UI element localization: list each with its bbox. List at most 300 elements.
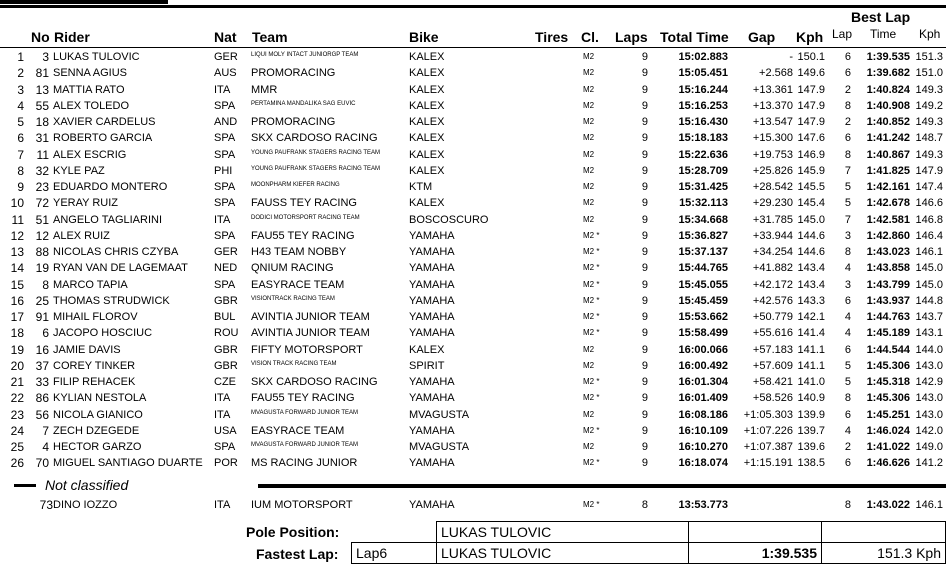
row-best-time: 1:42.581: [866, 213, 910, 226]
row-pos: 21: [10, 375, 24, 389]
rider-header: Rider: [54, 29, 90, 45]
row-rider: XAVIER CARDELUS: [53, 116, 156, 128]
row-total-time: 15:22.636: [678, 148, 728, 161]
row-rider: NICOLAS CHRIS CZYBA: [53, 246, 179, 258]
row-no: 18: [35, 115, 49, 129]
row-total-time: 15:45.055: [678, 278, 728, 291]
row-best-time: 1:44.763: [866, 311, 910, 323]
row-class: M2 *: [583, 295, 600, 305]
row-kph: 145.4: [797, 197, 825, 210]
row-team: MVAGUSTA FORWARD JUNIOR TEAM: [251, 442, 359, 448]
table-row: [0, 49, 946, 65]
row-team: PROMORACING: [251, 116, 336, 128]
row-best-lap: 6: [844, 457, 851, 470]
row-gap: +58.421: [752, 376, 793, 388]
row-kph: 145.5: [797, 181, 825, 193]
row-team: FAUSS TEY RACING: [251, 197, 357, 210]
row-rider: MIHAIL FLOROV: [53, 311, 138, 323]
row-bike: MVAGUSTA: [409, 408, 470, 421]
row-no: 37: [35, 358, 49, 373]
row-best-time: 1:43.858: [866, 262, 910, 275]
table-row: [0, 293, 946, 309]
row-best-time: 1:44.544: [866, 343, 910, 356]
row-team: AVINTIA JUNIOR TEAM: [251, 311, 370, 323]
row-pos: 18: [10, 326, 24, 341]
row-class: M2 *: [583, 328, 600, 338]
kph-header: Kph: [796, 29, 824, 45]
row-team: DODICI MOTORSPORT RACING TEAM: [251, 214, 360, 221]
row-best-time: 1:41.825: [866, 164, 910, 177]
row-best-time: 1:43.799: [866, 278, 910, 291]
table-row: [0, 179, 946, 195]
row-bike: KALEX: [409, 51, 445, 63]
row-pos: 8: [17, 163, 24, 178]
row-nat: ITA: [214, 408, 231, 421]
row-nat: SPA: [214, 132, 236, 145]
row-bike: YAMAHA: [409, 376, 455, 388]
nc-best-lap: 8: [844, 499, 851, 511]
row-class: M2: [583, 198, 595, 208]
row-pos: 24: [10, 423, 24, 438]
row-gap: +50.779: [752, 311, 793, 323]
row-best-lap: 6: [844, 294, 851, 307]
row-no: 88: [35, 245, 49, 259]
row-pos: 11: [11, 212, 24, 227]
row-best-lap: 6: [844, 132, 851, 145]
row-pos: 26: [10, 456, 24, 471]
nat-header: Nat: [214, 29, 237, 45]
row-nat: ITA: [214, 392, 231, 405]
row-best-kph: 147.4: [915, 181, 943, 193]
row-gap: +34.254: [752, 246, 793, 258]
row-rider: HECTOR GARZO: [53, 441, 142, 453]
row-best-lap: 5: [844, 181, 851, 193]
table-row: [0, 114, 946, 130]
row-nat: SPA: [214, 278, 236, 291]
row-best-time: 1:39.682: [866, 67, 910, 80]
row-total-time: 16:01.409: [678, 392, 728, 405]
row-class: M2: [583, 442, 595, 451]
row-kph: 145.0: [797, 213, 825, 226]
row-total-time: 16:10.109: [678, 424, 728, 437]
row-gap: +13.370: [752, 99, 793, 112]
row-kph: 141.0: [797, 376, 825, 388]
row-team: H43 TEAM NOBBY: [251, 246, 347, 258]
row-nat: SPA: [214, 197, 236, 210]
row-laps: 9: [641, 424, 648, 437]
row-kph: 145.9: [797, 164, 825, 177]
row-kph: 139.9: [797, 408, 825, 421]
row-best-lap: 8: [844, 148, 851, 161]
row-pos: 19: [10, 342, 24, 357]
row-best-kph: 143.7: [915, 311, 943, 323]
row-gap: +1:07.226: [743, 424, 793, 437]
row-laps: 9: [641, 213, 648, 226]
row-best-lap: 6: [844, 51, 851, 63]
row-no: 4: [42, 440, 49, 454]
row-class: M2 *: [583, 230, 600, 240]
row-rider: ALEX RUIZ: [53, 229, 110, 242]
row-kph: 141.1: [797, 359, 825, 372]
row-bike: SPIRIT: [409, 359, 445, 372]
row-best-kph: 146.6: [915, 197, 943, 210]
row-best-kph: 146.8: [915, 213, 943, 226]
row-nat: SPA: [214, 229, 236, 242]
row-team: MMR: [251, 83, 278, 96]
row-kph: 144.6: [797, 229, 825, 242]
row-bike: YAMAHA: [409, 294, 455, 307]
pole-blank-box-2: [821, 521, 946, 543]
row-bike: YAMAHA: [409, 311, 455, 323]
row-rider: JAMIE DAVIS: [53, 343, 121, 356]
row-class: M2 *: [583, 263, 600, 273]
row-kph: 147.9: [797, 99, 825, 112]
row-best-kph: 146.4: [915, 229, 943, 242]
row-gap: +33.944: [752, 229, 793, 242]
row-kph: 139.7: [797, 424, 825, 437]
row-gap: +41.882: [752, 262, 793, 275]
best-lap-header: Best Lap: [851, 9, 911, 25]
row-bike: YAMAHA: [409, 262, 455, 275]
header-rule: [0, 5, 946, 8]
row-team: FIFTY MOTORSPORT: [251, 343, 363, 356]
row-nat: NED: [214, 262, 238, 275]
row-kph: 147.9: [797, 116, 825, 128]
row-rider: ALEX TOLEDO: [53, 99, 130, 112]
row-rider: ROBERTO GARCIA: [53, 132, 153, 145]
nc-total-time: 13:53.773: [678, 499, 728, 511]
row-kph: 140.9: [797, 392, 825, 405]
row-total-time: 16:00.492: [678, 359, 728, 372]
row-team: FAU55 TEY RACING: [251, 392, 355, 405]
class-header: Cl.: [581, 29, 599, 45]
table-row: [0, 244, 946, 260]
best-lap-kph-header: Kph: [919, 27, 941, 41]
row-bike: KALEX: [409, 99, 445, 112]
row-best-time: 1:40.908: [866, 99, 910, 112]
row-gap: +42.172: [752, 278, 793, 291]
row-team: YOUNG PAUFRANK STAGERS RACING TEAM: [251, 149, 381, 156]
row-class: M2: [583, 117, 595, 126]
table-row: [0, 65, 946, 81]
row-total-time: 15:16.244: [678, 83, 728, 96]
row-laps: 9: [641, 278, 648, 291]
table-row: [0, 163, 946, 179]
row-best-kph: 149.0: [915, 441, 943, 453]
row-total-time: 15:16.430: [678, 116, 728, 128]
row-team: SKX CARDOSO RACING: [251, 132, 378, 145]
row-class: M2: [583, 344, 595, 354]
row-pos: 10: [10, 196, 24, 211]
row-laps: 9: [641, 83, 648, 96]
row-total-time: 15:28.709: [678, 164, 728, 177]
bike-header: Bike: [409, 29, 439, 45]
row-bike: YAMAHA: [409, 457, 455, 470]
header-underline: [0, 47, 946, 48]
row-no: 7: [42, 423, 49, 438]
row-kph: 147.6: [797, 132, 825, 145]
row-laps: 9: [641, 229, 648, 242]
laps-header: Laps: [615, 29, 648, 45]
row-bike: KALEX: [409, 197, 445, 210]
row-no: 8: [42, 277, 49, 292]
row-best-time: 1:40.867: [866, 148, 910, 161]
row-nat: GBR: [214, 343, 238, 356]
row-no: 11: [36, 147, 49, 162]
row-best-time: 1:45.251: [866, 408, 910, 421]
row-nat: SPA: [214, 99, 236, 112]
table-row: [0, 358, 946, 374]
row-best-lap: 8: [844, 246, 851, 258]
table-row: [0, 82, 946, 98]
row-gap: +31.785: [752, 213, 793, 226]
table-row: [0, 212, 946, 228]
row-best-lap: 8: [844, 392, 851, 405]
row-rider: LUKAS TULOVIC: [53, 51, 140, 63]
row-best-time: 1:41.242: [866, 132, 910, 145]
row-rider: COREY TINKER: [53, 359, 136, 372]
row-total-time: 15:44.765: [678, 262, 728, 275]
row-total-time: 15:02.883: [678, 51, 728, 63]
row-laps: 9: [641, 246, 648, 258]
table-row: [0, 374, 946, 390]
row-best-kph: 142.9: [915, 376, 943, 388]
nc-laps: 8: [641, 499, 648, 511]
row-team: SKX CARDOSO RACING: [251, 376, 378, 388]
not-classified-dash: [14, 484, 36, 487]
row-best-kph: 145.0: [915, 278, 943, 291]
pole-blank-box-1: [688, 521, 822, 543]
row-total-time: 16:01.304: [678, 376, 728, 388]
row-kph: 141.4: [797, 327, 825, 340]
row-best-lap: 4: [844, 424, 851, 437]
row-no: 56: [35, 407, 49, 422]
row-gap: +58.526: [752, 392, 793, 405]
row-bike: KTM: [409, 181, 433, 193]
total-time-header: Total Time: [660, 29, 729, 45]
row-class: M2: [583, 214, 595, 224]
nc-nat: ITA: [214, 499, 231, 511]
table-row: [0, 342, 946, 358]
row-bike: KALEX: [409, 148, 445, 161]
nc-team: IUM MOTORSPORT: [251, 499, 353, 511]
table-row: [0, 98, 946, 114]
row-laps: 9: [641, 99, 648, 112]
row-gap: +1:07.387: [743, 441, 793, 453]
row-nat: PHI: [214, 164, 233, 177]
row-best-time: 1:45.306: [866, 359, 910, 372]
row-best-kph: 147.9: [915, 164, 943, 177]
row-no: 31: [35, 131, 49, 146]
row-nat: POR: [214, 457, 238, 470]
row-best-lap: 3: [844, 229, 851, 242]
row-nat: GER: [214, 51, 238, 63]
row-pos: 5: [17, 115, 24, 129]
row-laps: 9: [641, 408, 648, 421]
row-team: VISIONTRACK RACING TEAM: [251, 295, 335, 302]
gap-header: Gap: [748, 29, 776, 45]
row-best-kph: 143.0: [915, 359, 943, 372]
row-pos: 6: [17, 131, 24, 146]
row-laps: 9: [641, 457, 648, 470]
row-kph: 149.6: [797, 67, 825, 80]
row-class: M2: [583, 165, 595, 175]
row-rider: FILIP REHACEK: [53, 376, 136, 388]
row-rider: MARCO TAPIA: [53, 278, 128, 291]
row-best-time: 1:40.824: [866, 83, 910, 96]
row-best-kph: 149.3: [915, 83, 943, 96]
row-class: M2: [583, 133, 595, 143]
row-total-time: 16:18.074: [678, 457, 728, 470]
row-team: PROMORACING: [251, 67, 336, 80]
row-best-kph: 149.3: [915, 116, 943, 128]
row-best-kph: 141.2: [915, 457, 943, 470]
row-best-time: 1:45.318: [866, 376, 910, 388]
row-no: 6: [42, 326, 49, 341]
row-team: MS RACING JUNIOR: [251, 457, 358, 470]
nc-best-time: 1:43.022: [866, 499, 910, 511]
row-best-time: 1:46.626: [866, 457, 910, 470]
pole-position-label: Pole Position:: [246, 524, 340, 540]
tires-header: Tires: [535, 29, 569, 45]
row-no: 32: [35, 163, 49, 178]
row-best-lap: 2: [844, 83, 851, 96]
row-bike: KALEX: [409, 116, 445, 128]
row-nat: SPA: [214, 181, 236, 193]
row-total-time: 15:34.668: [678, 213, 728, 226]
row-rider: KYLIAN NESTOLA: [53, 392, 147, 405]
row-no: 70: [35, 456, 49, 471]
row-gap: +19.753: [752, 148, 793, 161]
row-rider: ALEX ESCRIG: [53, 148, 127, 161]
row-rider: YERAY RUIZ: [53, 197, 118, 210]
row-total-time: 15:36.827: [678, 229, 728, 242]
row-best-kph: 149.3: [915, 148, 943, 161]
table-row: [0, 130, 946, 146]
fastest-lap-label: Fastest Lap:: [256, 546, 339, 562]
row-team: YOUNG PAUFRANK STAGERS RACING TEAM: [251, 165, 381, 172]
row-bike: KALEX: [409, 164, 445, 177]
row-best-lap: 7: [844, 164, 851, 177]
row-best-lap: 6: [844, 408, 851, 421]
row-bike: YAMAHA: [409, 246, 455, 258]
row-no: 33: [35, 375, 49, 389]
row-nat: CZE: [214, 376, 236, 388]
row-nat: USA: [214, 424, 237, 437]
row-rider: MATTIA RATO: [53, 83, 125, 96]
row-team: LIQUI MOLY INTACT JUNIORGP TEAM: [251, 52, 359, 58]
row-team: AVINTIA JUNIOR TEAM: [251, 327, 370, 340]
row-bike: KALEX: [409, 132, 445, 145]
row-gap: +57.183: [752, 343, 793, 356]
row-laps: 9: [641, 392, 648, 405]
row-bike: YAMAHA: [409, 424, 455, 437]
row-total-time: 15:45.459: [678, 294, 728, 307]
row-nat: ROU: [214, 327, 239, 340]
row-best-kph: 151.0: [915, 67, 943, 80]
nc-bike: YAMAHA: [409, 499, 455, 511]
row-bike: KALEX: [409, 67, 445, 80]
row-best-lap: 4: [844, 262, 851, 275]
row-nat: GBR: [214, 359, 238, 372]
row-pos: 3: [17, 82, 24, 97]
row-laps: 9: [641, 164, 648, 177]
table-row: [0, 439, 946, 455]
row-pos: 14: [10, 261, 24, 276]
row-laps: 9: [641, 67, 648, 80]
row-nat: SPA: [214, 441, 236, 453]
row-no: 23: [35, 180, 49, 194]
row-kph: 142.1: [797, 311, 825, 323]
not-classified-label: Not classified: [45, 477, 129, 493]
row-class: M2: [583, 68, 595, 78]
row-best-kph: 146.1: [915, 246, 943, 258]
row-best-time: 1:42.860: [866, 229, 910, 242]
row-pos: 22: [10, 391, 24, 406]
row-laps: 9: [641, 197, 648, 210]
row-laps: 9: [641, 132, 648, 145]
nc-best-kph: 146.1: [915, 499, 943, 511]
row-class: M2: [583, 360, 595, 370]
not-classified-rule: [258, 484, 946, 488]
row-class: M2: [583, 100, 595, 110]
team-header: Team: [252, 29, 288, 45]
fastest-lap-kph-box: 151.3 Kph: [821, 542, 946, 564]
row-best-lap: 7: [844, 213, 851, 226]
row-laps: 9: [641, 359, 648, 372]
row-best-time: 1:43.937: [866, 294, 910, 307]
row-pos: 20: [10, 358, 24, 373]
header-bar: [0, 0, 168, 4]
row-class: M2: [583, 52, 595, 61]
row-rider: THOMAS STRUDWICK: [53, 294, 170, 307]
row-pos: 13: [10, 245, 24, 259]
row-pos: 23: [10, 407, 24, 422]
row-laps: 9: [641, 262, 648, 275]
nc-rider: DINO IOZZO: [53, 499, 118, 511]
row-total-time: 16:00.066: [678, 343, 728, 356]
row-best-time: 1:45.306: [866, 392, 910, 405]
row-best-time: 1:40.852: [866, 116, 910, 128]
row-pos: 16: [10, 293, 24, 308]
row-class: M2: [583, 84, 595, 94]
row-rider: JACOPO HOSCIUC: [53, 327, 153, 340]
row-total-time: 16:08.186: [678, 408, 728, 421]
row-best-time: 1:46.024: [866, 424, 910, 437]
row-total-time: 15:31.425: [678, 181, 728, 193]
row-best-kph: 145.0: [915, 262, 943, 275]
row-bike: YAMAHA: [409, 327, 455, 340]
row-nat: GBR: [214, 294, 238, 307]
row-no: 3: [42, 50, 49, 64]
row-gap: +28.542: [752, 181, 793, 193]
row-no: 55: [35, 98, 49, 113]
row-best-time: 1:43.023: [866, 246, 910, 258]
row-rider: SENNA AGIUS: [53, 67, 127, 80]
row-class: M2 *: [583, 279, 600, 289]
row-team: EASYRACE TEAM: [251, 278, 345, 291]
row-best-kph: 143.0: [915, 408, 943, 421]
row-no: 72: [35, 196, 49, 211]
table-row: [0, 325, 946, 341]
row-bike: YAMAHA: [409, 392, 455, 405]
row-pos: 1: [17, 50, 24, 64]
row-total-time: 16:10.270: [678, 441, 728, 453]
row-total-time: 15:53.662: [678, 311, 728, 323]
row-kph: 143.4: [797, 262, 825, 275]
row-laps: 9: [641, 311, 648, 323]
row-bike: KALEX: [409, 343, 445, 356]
